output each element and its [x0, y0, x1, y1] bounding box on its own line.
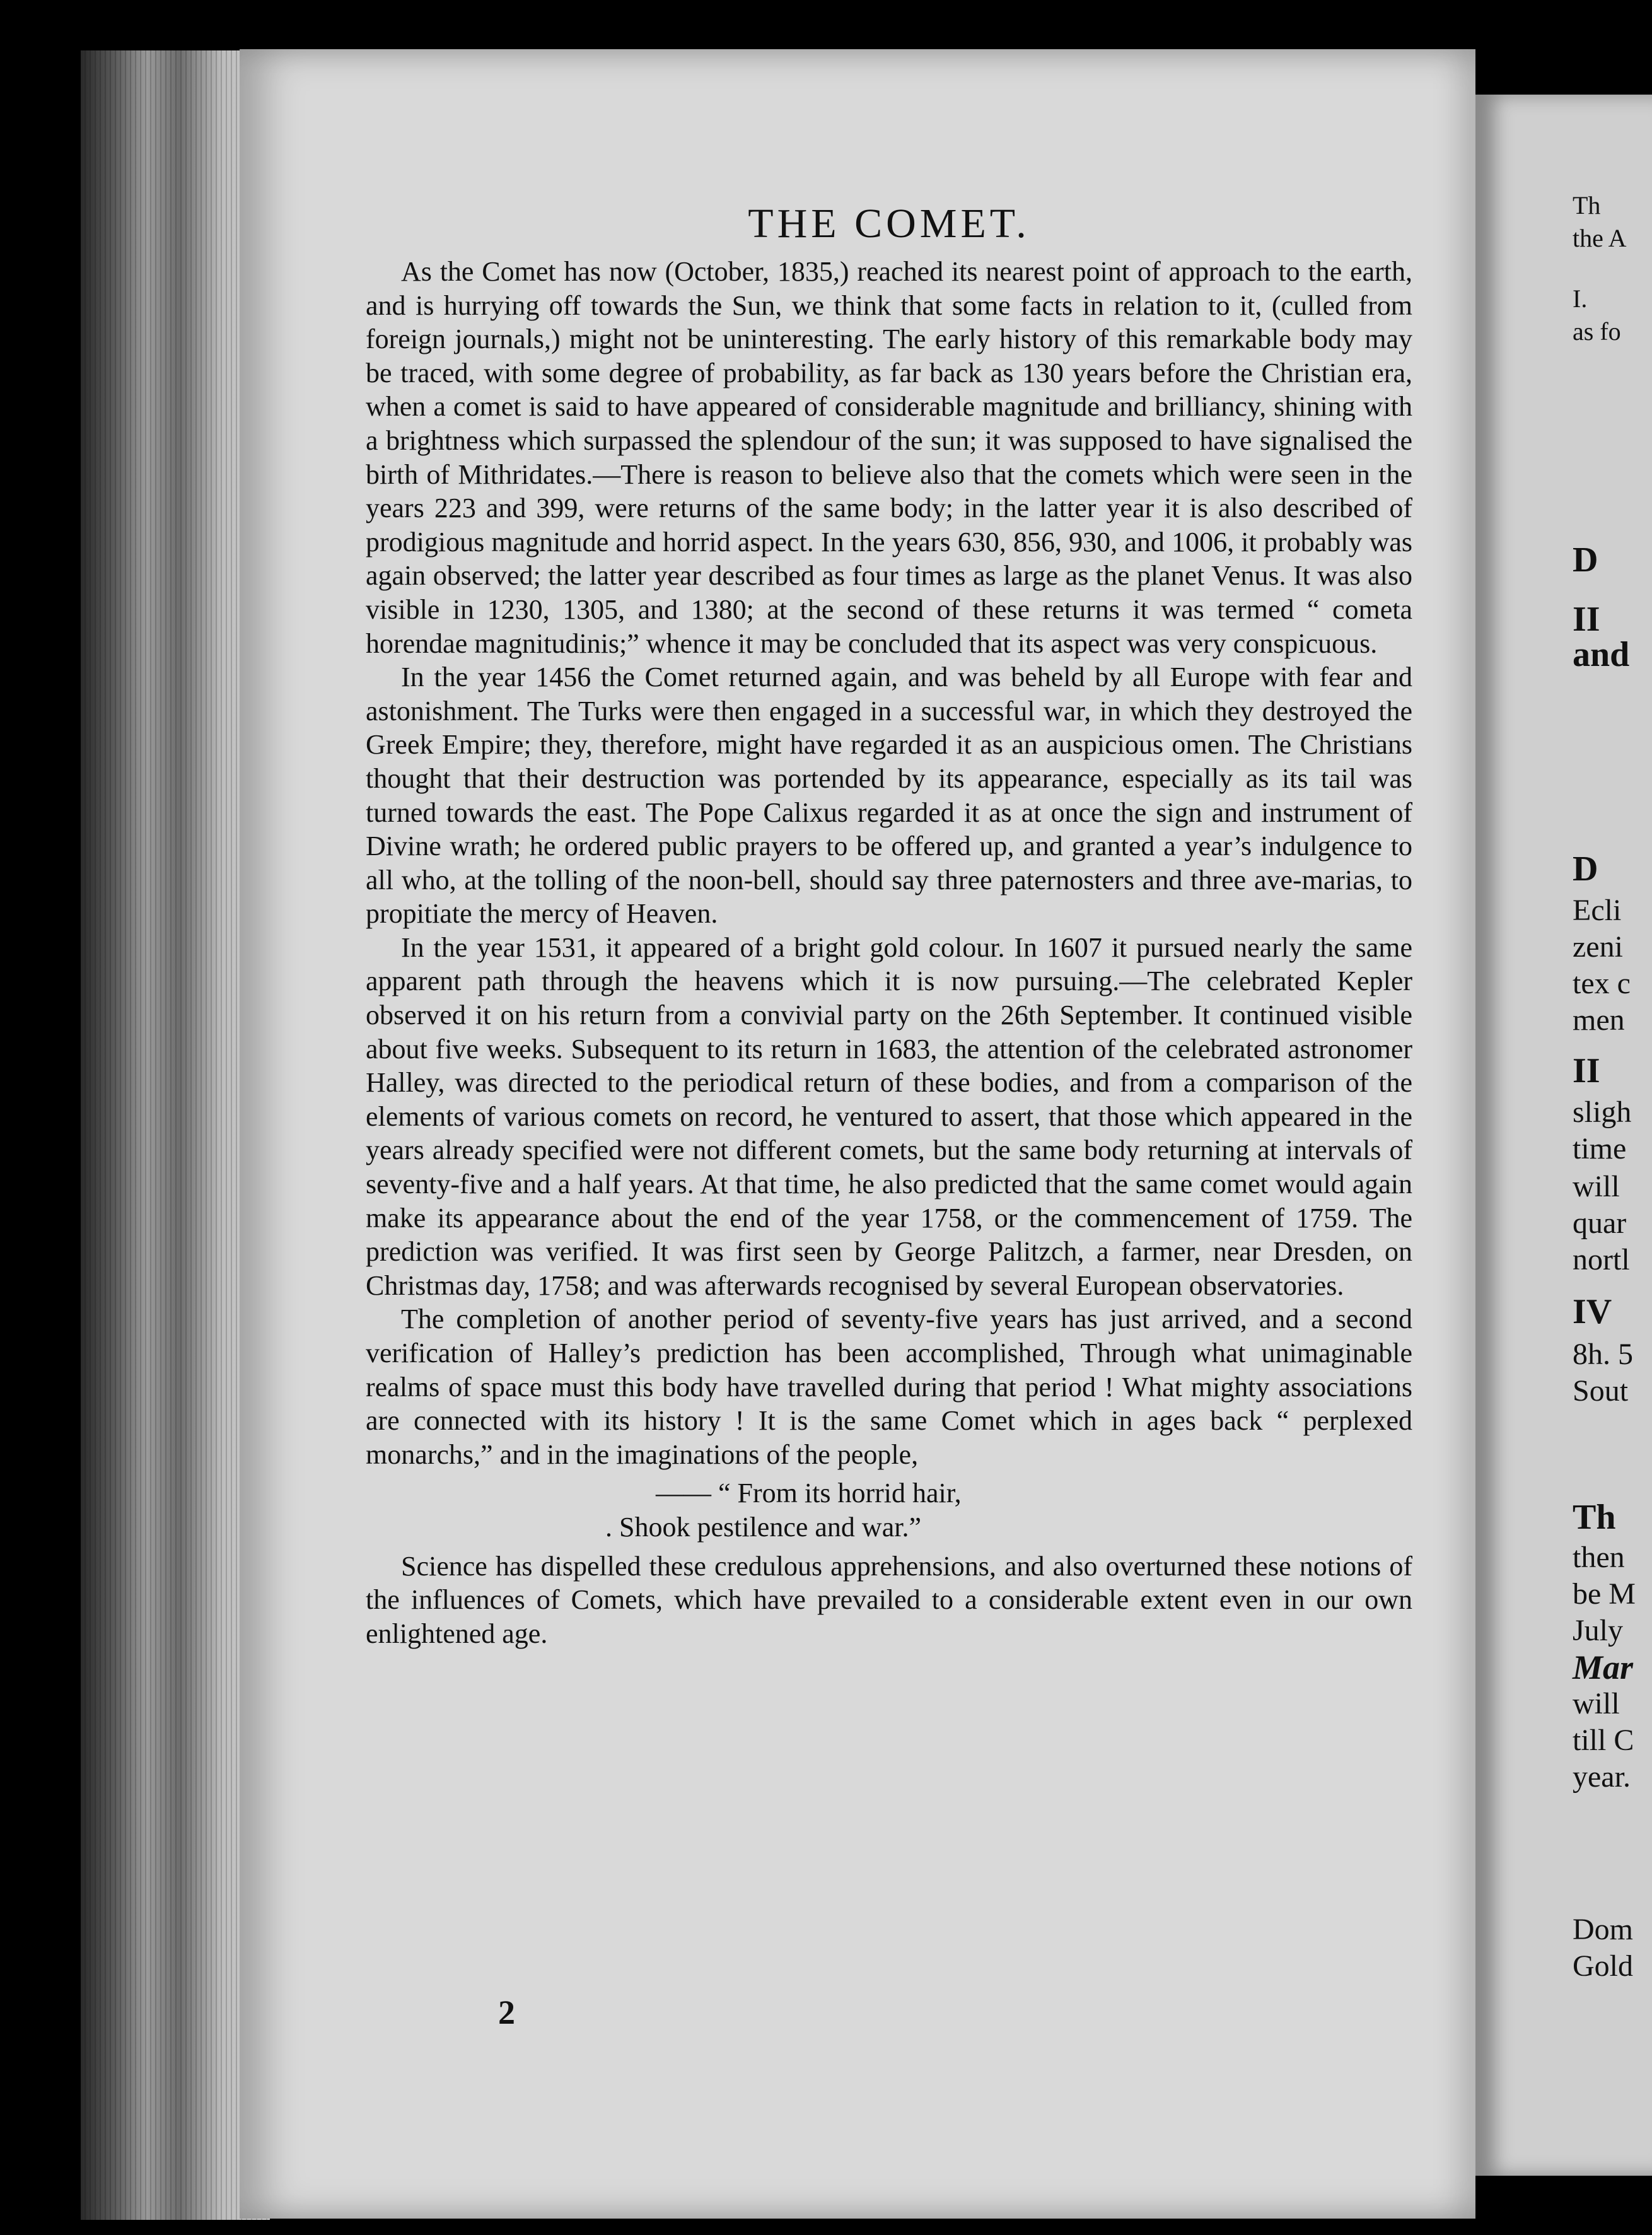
right-fragment: nortl [1573, 1243, 1630, 1276]
right-fragment: and [1573, 635, 1630, 674]
paragraph-2: In the year 1456 the Comet returned again, and was beheld by all Europe with fear and astonishment. The Turks were then engaged in a successful war, in which they destroyed the Greek Empire; they, therefore, might have regarded it as an auspicious omen. The Christians thought that their destruction was portended by its appearance, especially as its tail was turned towards the east. The Pope Calixus regarded it as at once the sign and instrument of Divine wrath; he ordered public prayers to be offered up, and granted a year’s indulgence to all who, at the tolling of the noon-bell, should say three paternosters and three ave-marias, to propitiate the mercy of Heaven. [366, 662, 1412, 930]
right-fragment: Th [1573, 1498, 1616, 1537]
right-fragment: will [1573, 1687, 1620, 1720]
right-fragment: year. [1573, 1760, 1631, 1794]
right-fragment: Dom [1573, 1913, 1633, 1946]
paragraph-4: The completion of another period of seventy-five years has just arrived, and a second verification of Halley’s prediction has been accomplished, Through what unimaginable realms of space must this body have travelled during that period ! What mighty associations are connected with its history ! It is the same Comet which in ages back “ perplexed monarchs,” and in the imaginations of the people, [366, 1304, 1412, 1470]
right-fragment: men [1573, 1003, 1625, 1037]
right-fragment: be M [1573, 1577, 1636, 1611]
page-number: 2 [498, 1993, 515, 2031]
right-fragment: Mar [1573, 1649, 1634, 1686]
verse-quote [366, 1476, 1412, 1544]
right-fragment: zeni [1573, 930, 1623, 964]
right-fragment: will [1573, 1170, 1620, 1203]
right-fragment: D [1573, 540, 1598, 580]
right-fragment: July [1573, 1614, 1624, 1647]
right-fragment: 8h. 5 [1573, 1338, 1633, 1371]
closing-paragraph: Science has dispelled these credulous apprehensions, and also overturned these notions of the influences of Comets, which have prevailed to a considerable extent even in our own enlightened age. [366, 1550, 1412, 1649]
right-fragment: Sout [1573, 1374, 1629, 1408]
page-text-block [366, 144, 1412, 1650]
right-fragment: the A [1573, 224, 1627, 252]
right-fragment: II [1573, 600, 1600, 639]
right-fragment: Gold [1573, 1949, 1633, 1983]
paragraph-1: As the Comet has now (October, 1835,) reached its nearest point of approach to the earth, and is hurrying off towards the Sun, we think that some facts in relation to it, (culled from foreign journals,) might not be uninteresting. The early history of this remarkable body may be traced, with some degree of probability, as far back as 130 years before the Christian era, when a comet is said to have appeared of considerable magnitude and brilliancy, shining with a brightness which surpassed the splendour of the sun; it was supposed to have signalised the birth of Mithridates.—There is reason to believe also that the comets which were seen in the years 223 and 399, were returns of the same body; in the latter year it is also described of prodigious magnitude and horrid aspect. In the years 630, 856, 930, and 1006, it probably was again observed; the latter year described as four times as large as the planet Venus. It was also visible in 1230, 1305, and 1380; at the second of these returns it was termed “ cometa horendae magnitudinis;” whence it may be concluded that its aspect was very conspicuous. [366, 256, 1412, 659]
verse-line-1: —— “ From its horrid hair, [656, 1478, 962, 1509]
right-fragment: quar [1573, 1206, 1627, 1240]
right-fragment: tex c [1573, 967, 1631, 1000]
right-fragment: Ecli [1573, 894, 1622, 927]
right-fragment: II [1573, 1051, 1600, 1090]
right-fragment: as fo [1573, 317, 1621, 346]
right-fragment: IV [1573, 1292, 1612, 1331]
page-title: THE COMET. [748, 201, 1030, 247]
right-fragment: sligh [1573, 1095, 1632, 1129]
right-fragment: time [1573, 1132, 1627, 1165]
right-fragment: then [1573, 1541, 1625, 1574]
right-fragment: I. [1573, 284, 1588, 313]
left-page [240, 49, 1475, 2219]
verse-line-2: . Shook pestilence and war.” [605, 1511, 921, 1543]
right-fragment: till C [1573, 1724, 1634, 1757]
paragraph-3: In the year 1531, it appeared of a bright gold colour. In 1607 it pursued nearly the same apparent path through the heavens which it is now pursuing.—The celebrated Kepler observed it on his return from a convivial party on the 26th September. It continued visible about five weeks. Subsequent to its return in 1683, the attention of the celebrated astronomer Halley, was directed to the periodical return of these bodies, and from a comparison of the elements of various comets on record, he ventured to assert, that those which appeared in the years already specified were not different comets, but the same body returning at intervals of seventy-five and a half years. At that time, he also predicted that the same comet would again make its appearance about the end of the year 1758, or the commencement of 1759. The prediction was verified. It was first seen by George Palitzch, a farmer, near Dresden, on Christmas day, 1758; and was afterwards recognised by several European observatories. [366, 931, 1412, 1301]
right-fragment: Th [1573, 191, 1601, 219]
right-fragment: D [1573, 849, 1598, 889]
